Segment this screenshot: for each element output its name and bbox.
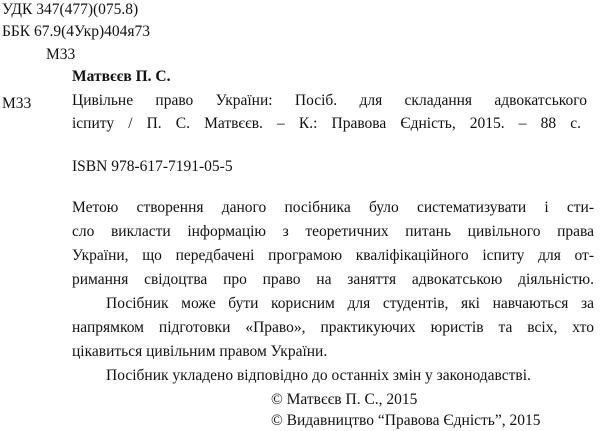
annotation-p2-line-2: напрямком підготовки «Право», практикуючих юристів та всіх, хто [72,320,594,336]
annotation-p3: Посібник укладено відповідно до останніх змін у законодавстві. [106,367,531,384]
bibliographic-description-line-2: іспиту / П. С. Матвєєв. – К.: Правова Єдність, 2015. – 88 с. [72,116,581,132]
bibliographic-description-line-1: Цивільне право України: Посіб. для складання адвокатського [72,93,587,109]
annotation-p1-line-3: України, що передбачені програмою кваліфікаційного іспиту для от- [72,248,594,264]
annotation-p1-line-2: сло викласти інформацію з теоретичних питань цивільного права [72,224,594,240]
annotation-p2-line-3: цікавиться цивільним правом України. [72,343,328,360]
annotation-p2-line-1: Посібник може бути корисним для студентів, які навчаються за [106,296,594,312]
udk-code: УДК 347(477)(075.8) [2,1,139,18]
author-sign-margin: М33 [2,95,32,112]
author-heading: Матвєєв П. С. [72,68,171,85]
isbn: ISBN 978-617-7191-05-5 [72,158,233,175]
annotation-p1-line-4: римання свідоцтва про право на заняття адвокатською діяльністю. [72,272,594,288]
author-sign: М33 [46,46,76,63]
copyright-author: © Матвєєв П. С., 2015 [271,391,418,408]
bbk-code: ББК 67.9(4Укр)404я73 [2,23,150,40]
copyright-publisher: © Видавництво “Правова Єдність”, 2015 [271,412,541,429]
annotation-p1-line-1: Метою створення даного посібника було систематизувати і сти- [72,200,594,216]
